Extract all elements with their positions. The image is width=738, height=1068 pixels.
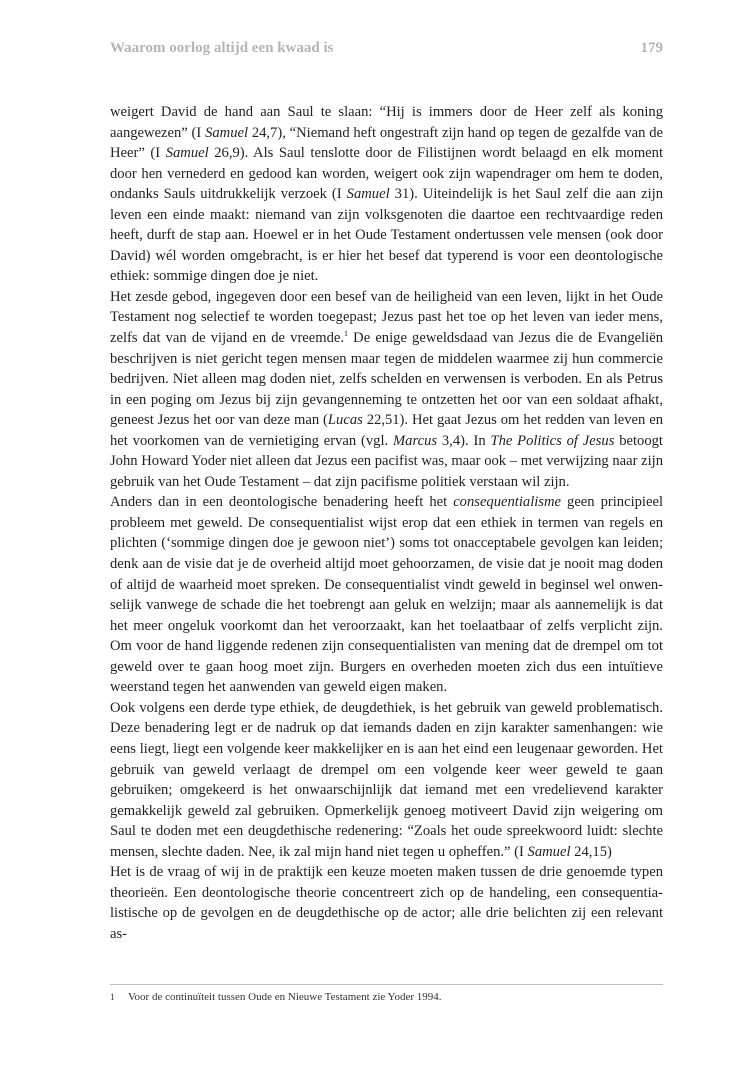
text-run: geen principieel probleem met geweld. De consequentialist wijst erop dat een ethiek in termen van regels en plichten (‘sommige dingen doe je gewoon niet’) soms tot onacceptabele gevolgen kan leiden; denk aan de visie dat je de overheid altijd moet gehoorzamen, de visie dat je nooit mag doden of altijd de waarheid moet spreken. De consequentialist vindt geweld in beginsel wel onwenselijk vanwege de schade die het toebrengt aan geluk en welzijn; maar als aannemelijk is dat het meer ongeluk voorkomt dan het veroorzaakt, kan het toelaatbaar of zelfs verplicht zijn. Om voor de hand liggende redenen zijn consequentialisten van mening dat de drempel om tot geweld over te gaan hoog moet zijn. Burgers en overheden moeten zich dus een intuïtieve weerstand tegen het aanwenden van geweld eigen maken. [110,494,663,696]
paragraph [110,492,663,697]
text-run: weigert David de hand aan Saul te slaan: “Hij is immers door de Heer zelf als koning aangewezen” (I [110,104,663,141]
paragraph [110,102,663,287]
footnote-text: Voor de continuïteit tussen Oude en Nieuwe Testament zie Yoder 1994. [128,991,442,1003]
footnote-reference: 1 [344,329,349,339]
page-number: 179 [640,40,663,56]
text-run: 3,4). In [437,432,491,449]
body-text [110,102,663,944]
running-title: Waarom oorlog altijd een kwaad is [110,40,334,56]
text-run: Het is de vraag of wij in de praktijk een keuze moeten maken tussen de drie genoemde typen theorieën. Een deontologische theorie concentreert zich op de handeling, een consequentialistische op de gevolgen en de deugdethische op de actor; alle drie belichten zij een relevant as- [110,864,663,942]
italic-text: The Politics of Jesus [490,432,615,449]
text-run: Anders dan in een deontologische benadering heeft het [110,494,454,511]
footnote-number: 1 [110,992,115,1002]
italic-text: Lucas [327,412,363,429]
text-run: 22,51). Het gaat Jezus om het redden van leven en het voorkomen van de vernietiging ervan (vgl. [110,412,664,449]
italic-text: Samuel [165,145,209,162]
italic-text: Samuel [346,186,390,203]
paragraph [110,862,663,944]
text-run: betoogt John Howard Yoder niet alleen dat Jezus een pacifist was, maar ook – met verwijzing naar zijn gebruik van het Oude Testament – dat zijn pacifisme politiek verstaan wil zijn. [110,432,663,490]
text-run: Het zesde gebod, ingegeven door een besef van de heiligheid van een leven, lijkt in het Oude Testament nog selectief te worden toegepast; Jezus past het toe op het leven van ieder mens, zelfs dat van de vijand en de vreemde. [110,288,663,347]
italic-text: consequentialisme [453,494,561,511]
text-run: 31). Uiteindelijk is het Saul zelf die aan zijn leven een einde maakt: niemand van zijn volksgenoten die daartoe een rechtvaardige reden heeft, durft de stap aan. Hoewel er in het Oude Testament ondertussen vele mensen (ook door David) wél worden omgebracht, is er hier het besef dat typerend is voor een deontologische ethiek: sommige dingen doe je niet. [110,186,663,285]
italic-text: Samuel [205,124,249,141]
running-head [110,40,663,57]
text-run: 24,15) [570,843,612,860]
text-run: 24,7), “Niemand heft ongestraft zijn hand op tegen de gezalfde van de Heer” (I [110,124,663,162]
text-run: Ook volgens een derde type ethiek, de deugdethiek, is het gebruik van geweld problematisch. Deze benadering legt er de nadruk op dat iemands daden en zijn karakter samenhangen: wie eens liegt, liegt een volgende keer makkelijker en is aan het eind een leugenaar geworden. Het gebruik van geweld verlaagt de drempel om een volgende keer weer geweld te gaan gebruiken; omgekeerd is het onwaarschijnlijk dat iemand met een vredelievend karakter gemakkelijk geweld zal gebruiken. Opmerkelijk genoeg motiveert David zijn weigering om Saul te doden met een deugdethische redenering: “Zoals het oude spreekwoord luidt: slechte mensen, slechte daden. Nee, ik zal mijn hand niet tegen u opheffen.” (I [110,699,663,860]
paragraph [110,287,663,492]
italic-text: Samuel [527,843,571,860]
footnote-divider [110,984,663,985]
paragraph [110,698,663,862]
footnote [110,991,663,1003]
text-run: De enige geweldsdaad van Jezus die de Evangeliën beschrijven is niet gericht tegen mensen maar tegen de middelen waarmee zij hun commercie bedrijven. Niet alleen mag doden niet, zelfs schelden en verwensen is verboden. En als Petrus in een poging om Jezus bij zijn gevangenneming te ontzetten het oor van een soldaat afhakt, geneest Jezus het oor van deze man ( [110,330,663,429]
italic-text: Marcus [393,432,438,449]
text-run: 26,9). Als Saul tenslotte door de Filistijnen wordt belaagd en elk moment door hen vernederd en gedood kan worden, weigert ook zijn wapendrager om hem te doden, ondanks Sauls uitdrukkelijk verzoek (I [110,145,663,203]
